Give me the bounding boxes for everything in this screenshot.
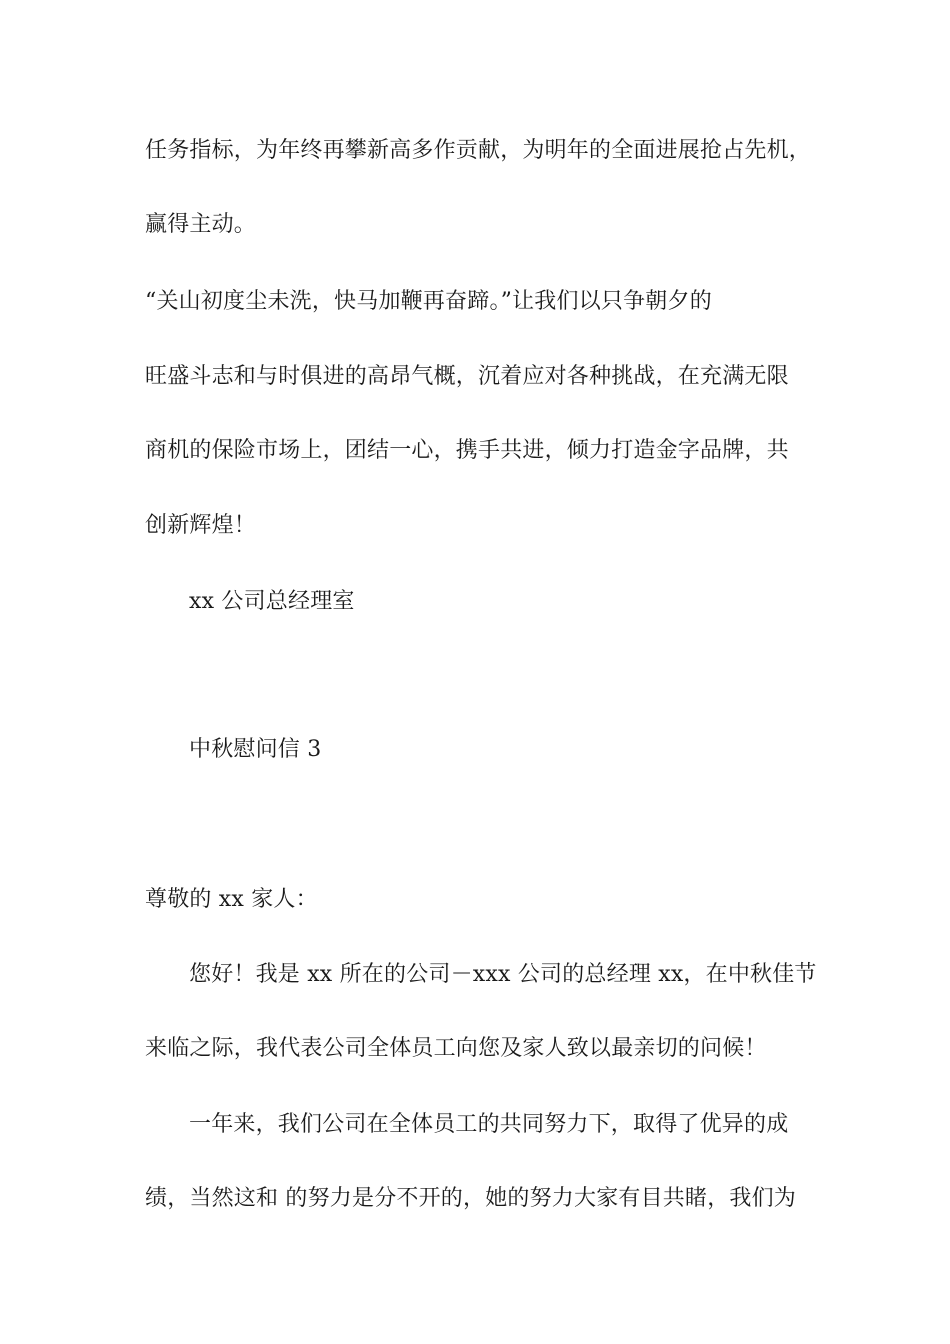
paragraph-line: 绩，当然这和 的努力是分不开的，她的努力大家有目共睹，我们为: [145, 1186, 796, 1211]
paragraph-line: “关山初度尘未洗，快马加鞭再奋蹄。”让我们以只争朝夕的: [145, 289, 712, 314]
salutation: 尊敬的 xx 家人：: [145, 887, 318, 912]
signature-line: xx 公司总经理室: [189, 589, 355, 614]
paragraph-line: 来临之际，我代表公司全体员工向您及家人致以最亲切的问候！: [145, 1036, 767, 1061]
paragraph-line: 商机的保险市场上，团结一心，携手共进，倾力打造金字品牌，共: [145, 438, 789, 463]
paragraph-line: 赢得主动。: [145, 212, 257, 237]
paragraph-line: 旺盛斗志和与时俱进的高昂气概，沉着应对各种挑战，在充满无限: [145, 364, 789, 389]
section-heading: 中秋慰问信 3: [189, 737, 322, 762]
paragraph-line: 一年来，我们公司在全体员工的共同努力下，取得了优异的成: [189, 1112, 789, 1137]
paragraph-line: 创新辉煌！: [145, 513, 257, 538]
paragraph-line: 您好！我是 xx 所在的公司－xxx 公司的总经理 xx，在中秋佳节: [189, 962, 817, 987]
paragraph-line: 任务指标，为年终再攀新高多作贡献，为明年的全面进展抢占先机，: [145, 138, 812, 163]
